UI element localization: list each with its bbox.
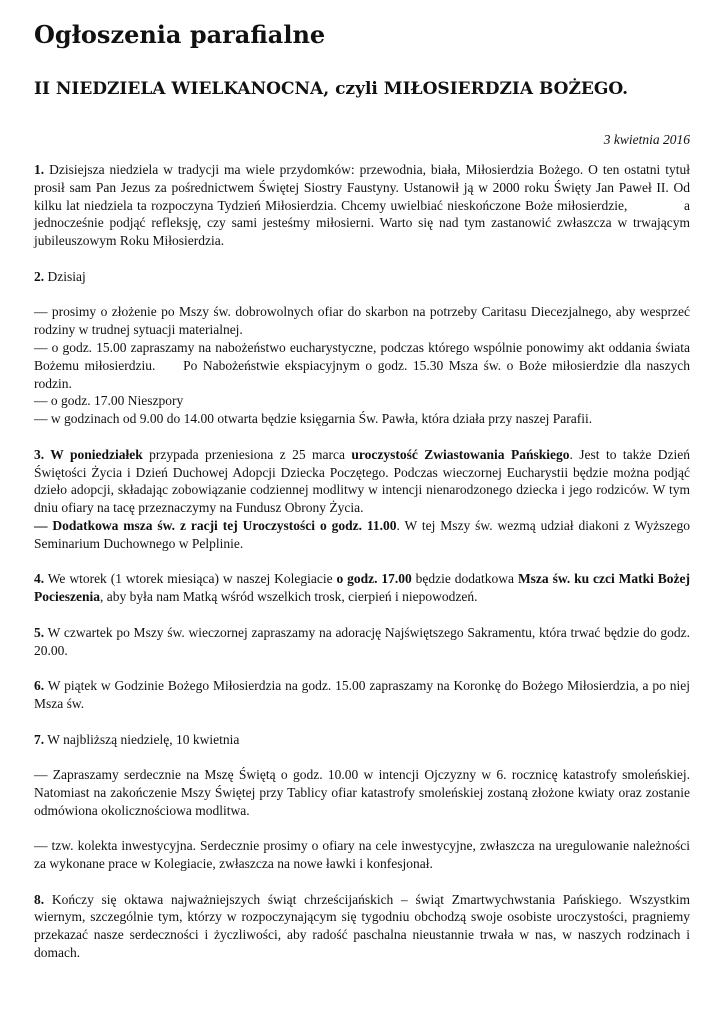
paragraph-4-text-3: , aby była nam Matką wśród wszelkich trosk, cierpień i niepowodzeń. — [99, 589, 478, 605]
paragraph-7-heading — [34, 731, 690, 749]
paragraph-1-number: 1. — [34, 162, 45, 177]
paragraph-2-item-2: — o godz. 15.00 zapraszamy na nabożeństwo eucharystyczne, podczas którego wspólnie ponowimy akt oddania świata Bożemu miłosierdziu. Po Nabożeństwie ekspiacyjnym o godz. 15.30 Msza św. o Boże miłosierdzie dla naszych rodzin. — [34, 339, 694, 391]
paragraph-3-text-2: . Jest to także Dzień Świętości Życia i Dzień Duchowej Adopcji Dziecka Poczętego. Podczas wieczornej Eucharystii będzie można podjąć dzieło adopcji, składając zobowiązanie codziennej modlitwy w intencji nienarodzonego dziecka i jego rodziców. W tym dniu ofiary na tacę przeznaczymy na Fundusz Obrony Życia. — [34, 446, 690, 516]
paragraph-1-text: Dzisiejsza niedziela w tradycji ma wiele przydomków: przewodnia, biała, Miłosierdzia Bożego. O ten ostatni tytuł prosił sam Pan Jezus za pośrednictwem Świętej Siostry Faustyny. Ustanowił ją w 2000 roku Święty Jan Paweł II. Od kilku lat niedziela ta rozpoczyna Tydzień Miłosierdzia. Chcemy uwielbiać nieskończone Boże miłosierdzie, a jednocześnie podjąć refleksję, czy sami jesteśmy miłosierni. Warto się nad tym zastanowić zwłaszcza w trwającym jubileuszowym Roku Miłosierdzia. — [34, 162, 694, 249]
paragraph-7-intro: W najbliższą niedzielę, 10 kwietnia — [44, 731, 240, 747]
paragraph-8 — [34, 891, 690, 962]
paragraph-2-item-1: — prosimy o złożenie po Mszy św. dobrowolnych ofiar do skarbon na potrzeby Caritasu Diecezjalnego, aby wesprzeć rodziny w trudnej sytuacji materialnej. — [34, 304, 690, 338]
paragraph-2-number: 2. — [34, 268, 45, 284]
paragraph-2-intro: Dzisiaj — [47, 268, 86, 284]
page-title: Ogłoszenia parafialne — [34, 20, 326, 49]
paragraph-4-text-1: We wtorek (1 wtorek miesiąca) w naszej Kolegiacie — [44, 571, 337, 587]
paragraph-3-text-3: . W tej Mszy św. wezmą udział diakoni z Wyższego Seminarium Duchownego w Pelplinie. — [34, 517, 690, 551]
paragraph-3 — [34, 446, 690, 517]
announcement-date: 3 kwietnia 2016 — [603, 132, 690, 147]
paragraph-5-number: 5. — [34, 624, 45, 640]
paragraph-4 — [34, 570, 690, 606]
paragraph-4-text-2: będzie dodatkowa — [411, 571, 518, 587]
paragraph-6 — [34, 677, 690, 713]
paragraph-6-number: 6. — [34, 678, 45, 694]
paragraph-3-text-1: przypada przeniesiona z 25 marca — [142, 446, 352, 462]
paragraph-7-item-2: — tzw. kolekta inwestycyjna. Serdecznie prosimy o ofiary na cele inwestycyjne, zwłaszcza na uregulowanie należności za wykonane prace w Kolegiacie, zwłaszcza na nowe ławki i konfesjonał. — [34, 838, 690, 872]
page-subtitle: II NIEDZIELA WIELKANOCNA, czyli MIŁOSIERDZIA BOŻEGO. — [34, 79, 629, 99]
paragraph-7-item-1: — Zapraszamy serdecznie na Mszę Świętą o godz. 10.00 w intencji Ojczyzny w 6. rocznicę katastrofy smoleńskiej. Natomiast na zakończenie Mszy Świętej przy Tablicy ofiar katastrofy smoleńskiej zostaną złożone kwiaty oraz zostanie odmówiona okolicznościowa modlitwa. — [34, 767, 690, 818]
paragraph-2-item-3: — o godz. 17.00 Nieszpory — [34, 393, 184, 409]
paragraph-3-bold-2: — Dodatkowa msza św. z racji tej Uroczystości o godz. 11.00 — [34, 517, 397, 533]
paragraph-4-bold-2: Msza św. ku czci Matki Bożej Pocieszenia — [34, 571, 691, 605]
paragraph-5-text: W czwartek po Mszy św. wieczornej zapraszamy na adorację Najświętszego Sakramentu, która trwać będzie do godz. 20.00. — [34, 624, 690, 658]
document-page — [34, 18, 694, 962]
paragraph-3-lead: 3. W poniedziałek — [34, 446, 143, 462]
paragraph-4-bold-1: o godz. 17.00 — [336, 571, 412, 587]
paragraph-3-extra-mass — [34, 517, 690, 553]
paragraph-3-bold-1: uroczystość Zwiastowania Pańskiego — [351, 446, 570, 462]
paragraph-6-text: W piątek w Godzinie Bożego Miłosierdzia na godz. 15.00 zapraszamy na Koronkę do Bożego Miłosierdzia, a po niej Msza św. — [34, 678, 690, 711]
paragraph-8-text: Kończy się oktawa najważniejszych świąt chrześcijańskich – świąt Zmartwychwstania Pańskiego. Wszystkim wiernym, szczególnie tym, którzy w rozpoczynającym się tygodniu obchodzą swoje osobiste uroczystości, pragniemy przekazać nasze serdeczności i życzliwości, aby radość paschalna nieustannie trwała w nas, w naszych rodzinach i domach. — [34, 891, 690, 961]
paragraph-7-number: 7. — [34, 731, 45, 747]
paragraph-5 — [34, 624, 690, 660]
paragraph-8-number: 8. — [34, 891, 45, 907]
paragraph-4-number: 4. — [34, 571, 45, 587]
paragraph-2-heading — [34, 268, 690, 286]
paragraph-2-item-4: — w godzinach od 9.00 do 14.00 otwarta będzie księgarnia Św. Pawła, która działa przy naszej Parafii. — [34, 411, 593, 427]
paragraph-1 — [34, 161, 694, 250]
